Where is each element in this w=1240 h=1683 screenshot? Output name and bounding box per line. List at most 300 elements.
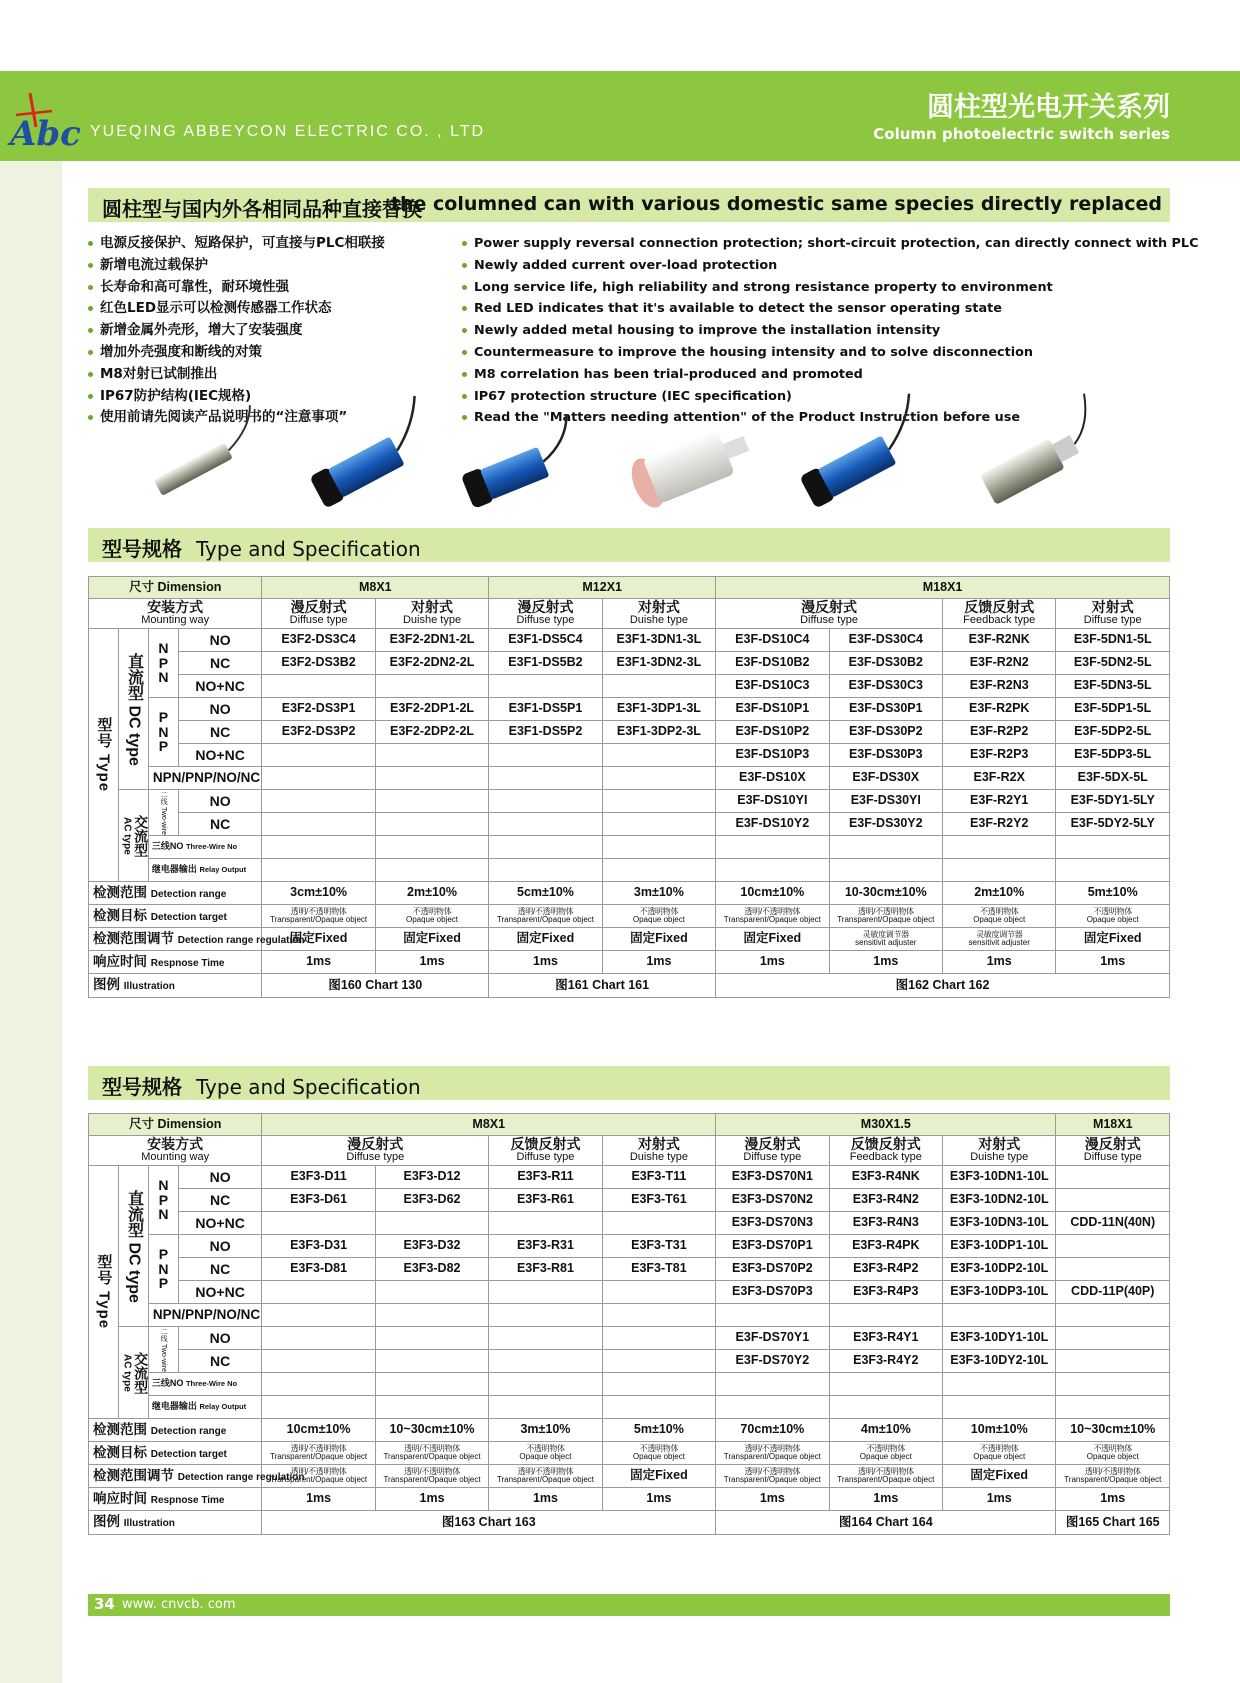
model-cell: E3F1-DS5P1 bbox=[489, 698, 602, 721]
response-cell: 1ms bbox=[262, 1488, 375, 1511]
model-row bbox=[89, 1235, 1170, 1258]
model-cell: E3F3-10DY1-10L bbox=[943, 1327, 1056, 1350]
mount-type bbox=[602, 1136, 715, 1166]
model-cell: E3F2-DS3B2 bbox=[262, 652, 375, 675]
model-cell: E3F2-2DN2-2L bbox=[375, 652, 488, 675]
three-wire-en: Three-Wire No bbox=[185, 842, 238, 852]
adjust-cn: 固定Fixed bbox=[630, 931, 688, 946]
target-en: Opaque object bbox=[973, 915, 1026, 925]
response-label-en: Respnose Time bbox=[150, 1494, 225, 1506]
adjust-cn: 灵敏度调节器 bbox=[862, 929, 909, 939]
adjust-cn: 固定Fixed bbox=[1083, 931, 1142, 946]
illustration-ref: 图163 Chart 163 bbox=[262, 1511, 716, 1535]
range-label-en: Detection range bbox=[150, 888, 227, 900]
range-label bbox=[89, 882, 262, 905]
mount-type-cn: 对射式 bbox=[637, 599, 680, 616]
adjust-cell bbox=[375, 1465, 488, 1488]
model-cell: E3F-R2P3 bbox=[943, 744, 1056, 767]
adjust-cell bbox=[943, 928, 1056, 951]
company-name: YUEQING ABBEYCON ELECTRIC CO. , LTD bbox=[90, 123, 486, 140]
feature-cn-item: 长寿命和高可靠性，耐环境性强 bbox=[88, 277, 385, 299]
target-cell bbox=[1056, 905, 1170, 928]
adjust-en: Transparent/Opaque object bbox=[723, 1475, 821, 1485]
dimension-row bbox=[89, 577, 1170, 599]
target-en: Transparent/Opaque object bbox=[837, 915, 935, 925]
model-cell: E3F1-DS5B2 bbox=[489, 652, 602, 675]
model-cell bbox=[375, 1212, 488, 1235]
model-cell bbox=[489, 1281, 602, 1304]
mount-label-cn: 安装方式 bbox=[147, 599, 204, 616]
ac-label-cn: 交流型 bbox=[133, 814, 150, 857]
model-row bbox=[89, 836, 1170, 859]
dimension-value: M18X1 bbox=[716, 577, 1170, 599]
mount-type bbox=[489, 599, 602, 629]
illustration-ref: 图165 Chart 165 bbox=[1056, 1511, 1170, 1535]
model-cell bbox=[829, 1304, 942, 1327]
range-cell: 10~30cm±10% bbox=[1056, 1419, 1170, 1442]
target-cn: 不透明物体 bbox=[1093, 1443, 1132, 1453]
feature-en-item: Newly added current over-load protection bbox=[462, 255, 1198, 277]
model-cell: E3F3-R4NK bbox=[829, 1166, 942, 1189]
model-cell bbox=[375, 1304, 488, 1327]
model-cell bbox=[489, 813, 602, 836]
target-cell bbox=[1056, 1442, 1170, 1465]
model-cell: E3F3-10DN3-10L bbox=[943, 1212, 1056, 1235]
mount-type-en: Duishe type bbox=[629, 1151, 688, 1164]
dimension-label bbox=[89, 577, 262, 599]
mount-type bbox=[262, 1136, 489, 1166]
section-title-en: the columned can with various domestic same species directly replaced bbox=[390, 193, 1162, 215]
mount-type-en: Feedback type bbox=[963, 614, 1036, 627]
npn-label: N P N bbox=[148, 1166, 178, 1235]
model-cell bbox=[602, 767, 715, 790]
illus-label-cn: 图例 bbox=[93, 977, 120, 993]
response-label-cn: 响应时间 bbox=[93, 1490, 147, 1506]
mount-label-en: Mounting way bbox=[141, 614, 210, 627]
mount-label-en: Mounting way bbox=[141, 1151, 210, 1164]
model-cell bbox=[829, 836, 942, 859]
model-cell bbox=[489, 1327, 602, 1350]
relay-label bbox=[148, 859, 261, 882]
two-wire-label bbox=[148, 790, 178, 836]
target-cn: 不透明物体 bbox=[412, 906, 452, 916]
three-wire-cn: 三线NO bbox=[151, 1378, 184, 1389]
ac-type-label bbox=[118, 1327, 148, 1419]
dc-label-en: DC type bbox=[125, 1242, 143, 1303]
mount-type-en: Diffuse type bbox=[743, 1151, 802, 1164]
mount-type bbox=[602, 599, 715, 629]
response-cell: 1ms bbox=[829, 1488, 942, 1511]
model-cell bbox=[375, 859, 488, 882]
relay-en: Relay Output bbox=[199, 1402, 247, 1412]
feature-cn-item: 电源反接保护、短路保护，可直接与PLC相联接 bbox=[88, 233, 385, 255]
dimension-label-cn: 尺寸 bbox=[128, 579, 154, 594]
mount-type-en: Diffuse type bbox=[800, 614, 858, 627]
type-label-cn: 型号 bbox=[95, 1254, 113, 1287]
model-cell bbox=[602, 1373, 715, 1396]
ac-type-label bbox=[118, 790, 148, 882]
model-cell: E3F3-T31 bbox=[602, 1235, 715, 1258]
model-cell: E3F-5DP1-5L bbox=[1056, 698, 1170, 721]
relay-cn: 继电器输出 bbox=[151, 864, 197, 875]
spec-table-1 bbox=[88, 576, 1170, 998]
model-cell bbox=[375, 1281, 488, 1304]
output-mode: NC bbox=[178, 1350, 262, 1373]
target-cell bbox=[489, 905, 602, 928]
model-cell: E3F-DS30B2 bbox=[829, 652, 942, 675]
adjust-en: sensitivit adjuster bbox=[968, 938, 1030, 948]
target-cn: 透明/不透明物体 bbox=[290, 1443, 347, 1453]
response-label bbox=[89, 951, 262, 974]
model-cell bbox=[375, 744, 488, 767]
model-cell: E3F3-DS70N3 bbox=[716, 1212, 829, 1235]
model-cell bbox=[375, 1327, 488, 1350]
adjust-row bbox=[89, 1465, 1170, 1488]
model-cell bbox=[375, 1373, 488, 1396]
feature-en-item: Red LED indicates that it's available to detect the sensor operating state bbox=[462, 298, 1198, 320]
model-cell: E3F3-D12 bbox=[375, 1166, 488, 1189]
model-cell bbox=[943, 1396, 1056, 1419]
model-cell bbox=[716, 1304, 829, 1327]
adjust-cell bbox=[375, 928, 488, 951]
mount-type-en: Diffuse type bbox=[516, 1151, 575, 1164]
model-cell: E3F-DS10P3 bbox=[716, 744, 829, 767]
model-cell: E3F3-D11 bbox=[262, 1166, 375, 1189]
model-row bbox=[89, 1212, 1170, 1235]
model-cell bbox=[829, 1373, 942, 1396]
spec-title-2: 型号规格 Type and Specification bbox=[102, 1075, 421, 1099]
spec-table-2 bbox=[88, 1113, 1170, 1535]
feature-en-item: Long service life, high reliability and strong resistance property to environment bbox=[462, 277, 1198, 299]
adjust-en: sensitivit adjuster bbox=[855, 938, 917, 948]
response-cell: 1ms bbox=[262, 951, 375, 974]
adjust-cn: 固定Fixed bbox=[743, 931, 802, 946]
illustration-ref: 图164 Chart 164 bbox=[716, 1511, 1056, 1535]
model-cell: E3F3-R4Y2 bbox=[829, 1350, 942, 1373]
model-row bbox=[89, 629, 1170, 652]
adjust-cell bbox=[1056, 928, 1170, 951]
model-row bbox=[89, 1189, 1170, 1212]
target-label bbox=[89, 1442, 262, 1465]
response-cell: 1ms bbox=[943, 951, 1056, 974]
adjust-en: Transparent/Opaque object bbox=[837, 1475, 935, 1485]
model-row bbox=[89, 744, 1170, 767]
two-wire-cn: 二线 bbox=[160, 1327, 168, 1342]
mount-type-en: Diffuse type bbox=[346, 1151, 405, 1164]
model-cell bbox=[262, 1350, 375, 1373]
adjust-cell bbox=[943, 1465, 1056, 1488]
target-label-en: Detection target bbox=[150, 911, 227, 923]
model-cell bbox=[489, 744, 602, 767]
output-mode: NO bbox=[178, 629, 262, 652]
dc-label-en: DC type bbox=[125, 705, 143, 766]
model-cell: E3F3-10DN2-10L bbox=[943, 1189, 1056, 1212]
mount-type-en: Duishe type bbox=[629, 614, 688, 627]
adjust-en: Transparent/Opaque object bbox=[496, 1475, 594, 1485]
two-wire-en: Two-wire bbox=[160, 806, 168, 835]
response-row bbox=[89, 951, 1170, 974]
model-cell: E3F2-2DP1-2L bbox=[375, 698, 488, 721]
feature-list-en bbox=[462, 233, 1198, 429]
model-row bbox=[89, 721, 1170, 744]
model-cell bbox=[489, 1212, 602, 1235]
mounting-row bbox=[89, 599, 1170, 629]
model-cell bbox=[489, 675, 602, 698]
output-mode: NO+NC bbox=[178, 1281, 262, 1304]
model-cell: E3F1-3DP1-3L bbox=[602, 698, 715, 721]
model-row bbox=[89, 790, 1170, 813]
response-label bbox=[89, 1488, 262, 1511]
illustration-ref: 图161 Chart 161 bbox=[489, 974, 716, 998]
dc-label-cn: 直流型 bbox=[125, 1189, 143, 1238]
model-cell bbox=[1056, 1189, 1170, 1212]
model-cell bbox=[489, 1304, 602, 1327]
two-wire-cn: 二线 bbox=[160, 790, 168, 805]
model-cell: E3F-5DN3-5L bbox=[1056, 675, 1170, 698]
model-cell: E3F-5DP3-5L bbox=[1056, 744, 1170, 767]
model-cell: E3F-DS10P1 bbox=[716, 698, 829, 721]
three-wire-label bbox=[148, 836, 261, 859]
model-cell bbox=[262, 744, 375, 767]
target-en: Opaque object bbox=[405, 915, 459, 925]
model-cell bbox=[602, 675, 715, 698]
target-cell bbox=[829, 1442, 942, 1465]
target-en: Transparent/Opaque object bbox=[723, 1452, 821, 1462]
response-cell: 1ms bbox=[375, 951, 488, 974]
pnp-label: P N P bbox=[148, 1235, 178, 1304]
target-cell bbox=[489, 1442, 602, 1465]
illus-label-en: Illustration bbox=[123, 1518, 175, 1530]
feature-cn-item: IP67防护结构(IEC规格) bbox=[88, 386, 385, 408]
series-title-en: Column photoelectric switch series bbox=[873, 125, 1170, 143]
model-cell: E3F1-3DN1-3L bbox=[602, 629, 715, 652]
mount-type-en: Diffuse type bbox=[289, 614, 348, 627]
response-label-cn: 响应时间 bbox=[93, 953, 147, 969]
mount-type bbox=[1056, 1136, 1170, 1166]
model-cell bbox=[1056, 1166, 1170, 1189]
mount-type-en: Duishe type bbox=[970, 1151, 1029, 1164]
model-cell bbox=[1056, 1396, 1170, 1419]
adjust-cell bbox=[829, 928, 942, 951]
model-cell: E3F-DS30Y2 bbox=[829, 813, 942, 836]
model-cell bbox=[943, 1304, 1056, 1327]
feature-cn-item: 新增金属外壳形，增大了安装强度 bbox=[88, 320, 385, 342]
dimension-label-en: Dimension bbox=[157, 579, 222, 594]
adjust-cn: 固定Fixed bbox=[970, 1468, 1029, 1483]
target-label-cn: 检测目标 bbox=[93, 1444, 147, 1460]
model-row bbox=[89, 1258, 1170, 1281]
model-cell bbox=[375, 675, 488, 698]
page-footer bbox=[88, 1594, 1170, 1616]
section-title-cn: 圆柱型与国内外各相同品种直接替换 bbox=[102, 197, 422, 221]
mount-type-en: Diffuse type bbox=[1083, 1151, 1142, 1164]
mount-label bbox=[89, 1136, 262, 1166]
model-cell bbox=[829, 859, 942, 882]
model-cell: E3F-DS10C4 bbox=[716, 629, 829, 652]
model-cell: E3F-DS30C3 bbox=[829, 675, 942, 698]
output-mode: NC bbox=[178, 652, 262, 675]
mount-type-cn: 对射式 bbox=[411, 599, 454, 616]
target-cn: 透明/不透明物体 bbox=[517, 906, 574, 916]
target-cell bbox=[716, 905, 829, 928]
mounting-row bbox=[89, 1136, 1170, 1166]
target-cn: 不透明物体 bbox=[979, 906, 1019, 916]
type-label-en: Type bbox=[95, 754, 113, 793]
model-cell bbox=[375, 1350, 488, 1373]
output-mode: NC bbox=[178, 1189, 262, 1212]
illustration-ref: 图162 Chart 162 bbox=[716, 974, 1170, 998]
model-cell bbox=[262, 767, 375, 790]
model-cell: E3F1-3DN2-3L bbox=[602, 652, 715, 675]
model-cell: E3F3-R4P2 bbox=[829, 1258, 942, 1281]
feature-list-cn bbox=[88, 233, 385, 429]
model-cell: E3F-5DP2-5L bbox=[1056, 721, 1170, 744]
model-cell: E3F-DS10P2 bbox=[716, 721, 829, 744]
response-cell: 1ms bbox=[1056, 1488, 1170, 1511]
spec-title-1: 型号规格 Type and Specification bbox=[102, 537, 421, 561]
adjust-cn: 固定Fixed bbox=[403, 931, 461, 946]
mount-type bbox=[1056, 599, 1170, 629]
adjust-cell bbox=[602, 928, 715, 951]
target-cn: 透明/不透明物体 bbox=[404, 1443, 460, 1453]
spec-title-bar-2 bbox=[88, 1066, 1170, 1100]
model-cell bbox=[1056, 1350, 1170, 1373]
adjust-label bbox=[89, 1465, 305, 1488]
adjust-cell bbox=[1056, 1465, 1170, 1488]
adjust-en: Transparent/Opaque object bbox=[383, 1475, 481, 1485]
model-cell bbox=[716, 1396, 829, 1419]
target-cn: 透明/不透明物体 bbox=[744, 1443, 801, 1453]
range-row bbox=[89, 1419, 1170, 1442]
target-en: Opaque object bbox=[1086, 1452, 1139, 1462]
target-cell bbox=[602, 905, 715, 928]
mount-type-cn: 对射式 bbox=[978, 1136, 1021, 1153]
model-cell: E3F-DS70Y2 bbox=[716, 1350, 829, 1373]
mount-type-cn: 对射式 bbox=[637, 1136, 680, 1153]
model-cell: E3F3-10DP1-10L bbox=[943, 1235, 1056, 1258]
two-wire-label bbox=[148, 1327, 178, 1373]
range-cell: 2m±10% bbox=[943, 882, 1056, 905]
adjust-label-cn: 检测范围调节 bbox=[93, 930, 174, 946]
target-en: Transparent/Opaque object bbox=[270, 1452, 368, 1462]
range-label-en: Detection range bbox=[150, 1425, 227, 1437]
target-cell bbox=[602, 1442, 715, 1465]
model-cell bbox=[943, 836, 1056, 859]
ac-label-en: AC type bbox=[121, 816, 133, 855]
adjust-cell bbox=[489, 1465, 602, 1488]
model-cell bbox=[489, 836, 602, 859]
model-cell: E3F3-R81 bbox=[489, 1258, 602, 1281]
page-number: 34 bbox=[94, 1595, 115, 1613]
mount-type-en: Feedback type bbox=[849, 1151, 922, 1164]
spec-title-bar-1 bbox=[88, 528, 1170, 562]
target-cell bbox=[375, 1442, 488, 1465]
mount-type-cn: 漫反射式 bbox=[290, 599, 347, 616]
response-cell: 1ms bbox=[716, 1488, 829, 1511]
adjust-cell bbox=[829, 1465, 942, 1488]
model-cell bbox=[829, 1396, 942, 1419]
mount-type-cn: 漫反射式 bbox=[801, 599, 858, 616]
model-cell bbox=[602, 744, 715, 767]
feature-en-item: Read the "Matters needing attention" of the Product Instruction before use bbox=[462, 407, 1198, 429]
model-cell: E3F3-T11 bbox=[602, 1166, 715, 1189]
dc-type-label bbox=[118, 1166, 148, 1327]
range-cell: 5m±10% bbox=[602, 1419, 715, 1442]
target-cell bbox=[262, 905, 375, 928]
all-output-label: NPN/PNP/NO/NC bbox=[148, 767, 261, 790]
mount-type-cn: 对射式 bbox=[1091, 599, 1134, 616]
target-en: Opaque object bbox=[973, 1452, 1026, 1462]
feature-en-item: IP67 protection structure (IEC specification) bbox=[462, 386, 1198, 408]
product-photos bbox=[88, 428, 1170, 528]
model-cell: E3F-DS30P2 bbox=[829, 721, 942, 744]
model-cell: E3F3-R4N2 bbox=[829, 1189, 942, 1212]
series-title-cn: 圆柱型光电开关系列 bbox=[927, 92, 1170, 123]
response-cell: 1ms bbox=[602, 1488, 715, 1511]
model-cell bbox=[262, 1373, 375, 1396]
model-cell: E3F3-R4N3 bbox=[829, 1212, 942, 1235]
dc-label-cn: 直流型 bbox=[125, 652, 143, 701]
adjust-cn: 固定Fixed bbox=[516, 931, 575, 946]
model-row bbox=[89, 1396, 1170, 1419]
adjust-cn: 透明/不透明物体 bbox=[857, 1466, 914, 1476]
range-cell: 10~30cm±10% bbox=[375, 1419, 488, 1442]
model-cell bbox=[262, 1281, 375, 1304]
response-cell: 1ms bbox=[489, 951, 602, 974]
illus-label-en: Illustration bbox=[123, 981, 175, 993]
dc-type-label bbox=[118, 629, 148, 790]
model-cell: E3F3-DS70P2 bbox=[716, 1258, 829, 1281]
model-cell: E3F3-D81 bbox=[262, 1258, 375, 1281]
type-label bbox=[89, 1166, 119, 1419]
output-mode: NC bbox=[178, 813, 262, 836]
target-en: Opaque object bbox=[519, 1452, 572, 1462]
model-cell bbox=[262, 1212, 375, 1235]
mount-type-cn: 反馈反射式 bbox=[510, 1136, 581, 1153]
mount-type-en: Duishe type bbox=[402, 614, 462, 627]
feature-en-item: M8 correlation has been trial-produced and promoted bbox=[462, 364, 1198, 386]
model-row bbox=[89, 1281, 1170, 1304]
model-cell bbox=[375, 767, 488, 790]
range-cell: 3m±10% bbox=[602, 882, 715, 905]
model-cell: E3F2-DS3P2 bbox=[262, 721, 375, 744]
model-cell bbox=[489, 1396, 602, 1419]
output-mode: NO bbox=[178, 790, 262, 813]
model-cell: E3F-R2P2 bbox=[943, 721, 1056, 744]
mount-type-en: Diffuse type bbox=[516, 614, 575, 627]
mount-type bbox=[943, 599, 1056, 629]
mount-type bbox=[716, 1136, 829, 1166]
model-cell bbox=[602, 1396, 715, 1419]
model-row bbox=[89, 1350, 1170, 1373]
illus-label bbox=[89, 974, 262, 998]
response-cell: 1ms bbox=[602, 951, 715, 974]
response-cell: 1ms bbox=[943, 1488, 1056, 1511]
adjust-cn: 透明/不透明物体 bbox=[517, 1466, 574, 1476]
model-cell: E3F1-DS5P2 bbox=[489, 721, 602, 744]
model-cell: E3F-R2PK bbox=[943, 698, 1056, 721]
model-cell: E3F3-R61 bbox=[489, 1189, 602, 1212]
adjust-cn: 固定Fixed bbox=[289, 931, 348, 946]
range-cell: 70cm±10% bbox=[716, 1419, 829, 1442]
model-cell bbox=[602, 1350, 715, 1373]
dimension-value: M8X1 bbox=[262, 1114, 716, 1136]
target-en: Opaque object bbox=[1086, 915, 1139, 925]
range-cell: 3cm±10% bbox=[262, 882, 375, 905]
model-cell bbox=[262, 790, 375, 813]
type-label bbox=[89, 629, 119, 882]
model-cell: E3F-DS30C4 bbox=[829, 629, 942, 652]
